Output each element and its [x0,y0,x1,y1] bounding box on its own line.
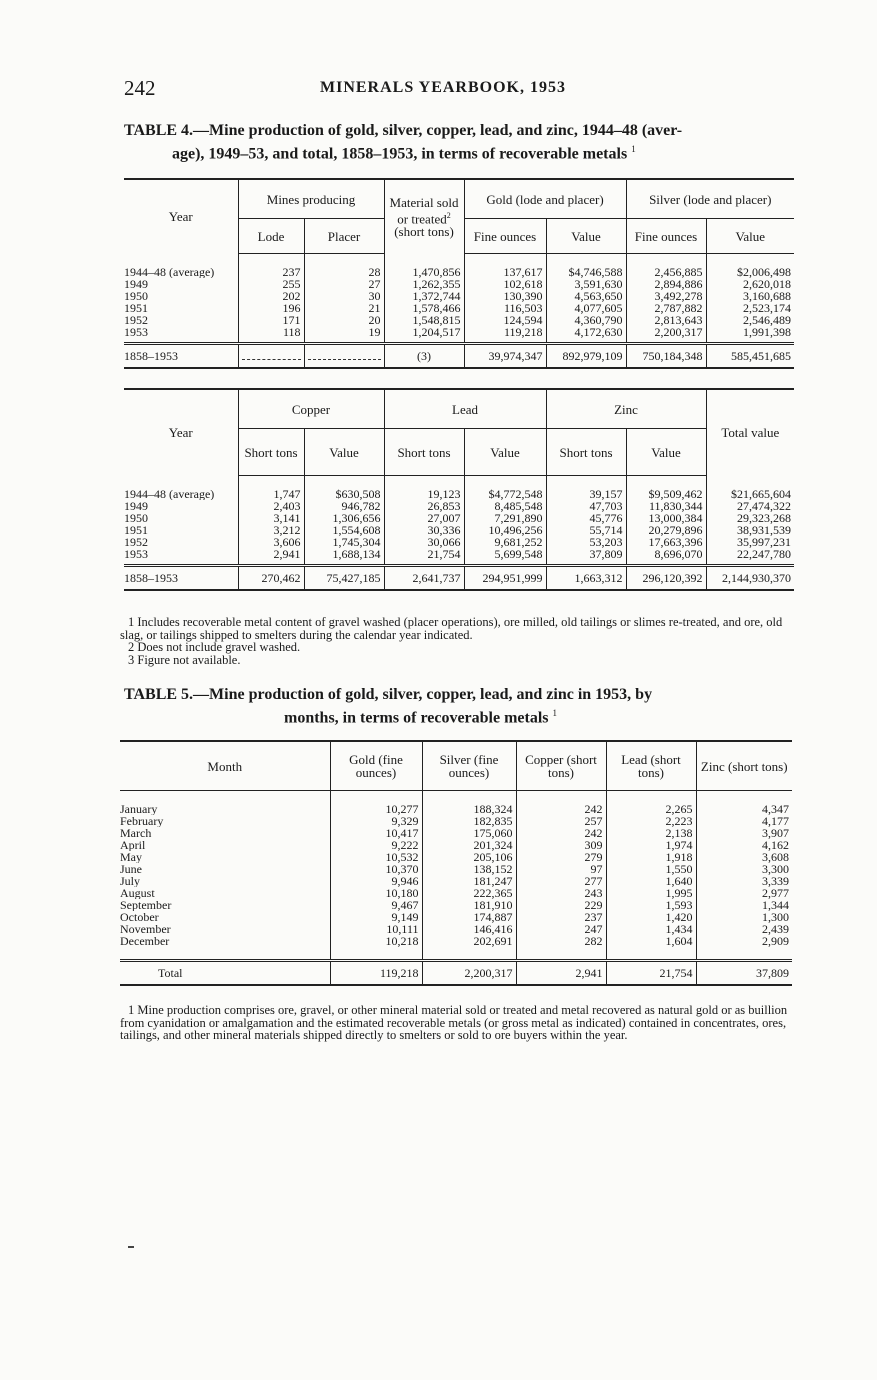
table-cell: 1,548,815 [384,314,464,326]
table-cell: 3,160,688 [706,290,794,302]
total-cell: 1,663,312 [546,566,626,591]
table-cell: 53,203 [546,536,626,548]
table-cell: 20,279,896 [626,524,706,536]
table-cell: 130,390 [464,290,546,302]
table-cell: $21,665,604 [706,488,794,500]
table-cell: 29,323,268 [706,512,794,524]
row-label: June [120,863,142,875]
table-cell: 1,995 [606,887,696,899]
table-cell: 119,218 [464,326,546,344]
total-cell: 2,144,930,370 [706,566,794,591]
table-cell: 1,640 [606,875,696,887]
table-cell: 175,060 [422,827,516,839]
table-cell: 1,688,134 [304,548,384,566]
table-cell: 1,974 [606,839,696,851]
row-label: 1953 [124,326,148,339]
table-cell: 35,997,231 [706,536,794,548]
table-cell: 1,372,744 [384,290,464,302]
table-row [120,839,792,851]
table-cell: 9,946 [330,875,422,887]
table-cell: $4,746,588 [546,266,626,278]
total-cell: 892,979,109 [546,344,626,369]
spacer-row [124,476,794,489]
table-cell: 237 [238,266,304,278]
table-cell: 1,991,398 [706,326,794,344]
table-row [120,899,792,911]
table-cell: 2,787,882 [626,302,706,314]
header-silver-fine-ounces: Fine ounces [626,219,706,254]
row-label: 1949 [124,278,148,290]
table-cell: 255 [238,278,304,290]
table-cell: 2,200,317 [626,326,706,344]
row-label: July [120,875,141,887]
table-cell: 201,324 [422,839,516,851]
table5-footnote [120,1004,794,1042]
table-cell: 202,691 [422,935,516,947]
table-cell: 9,149 [330,911,422,923]
table-row [120,875,792,887]
header-gold-value: Value [546,219,626,254]
table-cell: 1,300 [696,911,792,923]
row-label: October [120,911,159,923]
table-row [120,923,792,935]
table-cell: 3,141 [238,512,304,524]
table-cell: 171 [238,314,304,326]
table-cell: 22,247,780 [706,548,794,566]
total-label: Total [120,961,330,986]
table-cell: 3,492,278 [626,290,706,302]
table-cell: 30,066 [384,536,464,548]
total-cell: 119,218 [330,961,422,986]
table-cell: 1,434 [606,923,696,935]
table-cell: 182,835 [422,815,516,827]
table-cell: 2,813,643 [626,314,706,326]
table-cell: 8,696,070 [626,548,706,566]
table-cell: 2,403 [238,500,304,512]
table-cell: 309 [516,839,606,851]
row-label: May [120,851,142,863]
header-zinc: Zinc [546,389,706,429]
table-cell: 242 [516,827,606,839]
table-cell: 1,578,466 [384,302,464,314]
table-cell: 8,485,548 [464,500,546,512]
table-cell: 1,604 [606,935,696,947]
spacer-row [124,254,794,267]
table-cell: 7,291,890 [464,512,546,524]
table-cell: 3,907 [696,827,792,839]
row-label: August [120,887,155,899]
total-cell: (3) [384,344,464,369]
table-cell: 4,172,630 [546,326,626,344]
table-cell: 1,420 [606,911,696,923]
total-label: 1858–1953 [124,344,238,369]
table-row [124,512,794,524]
footnote-1: 1 Includes recoverable metal content of gravel washed (placer operations), ore milled, old tailings or slimes re-treated, and ore, old slag, or tailings shipped to smelters during the calendar year indicated. [120,615,783,642]
table-cell: 2,894,886 [626,278,706,290]
footnote-3: 3 Figure not available. [128,652,241,667]
table-cell: 28 [304,266,384,278]
table-row [120,887,792,899]
table-row [124,266,794,278]
table-cell: 4,162 [696,839,792,851]
table-cell: 2,523,174 [706,302,794,314]
dash-leader [308,353,381,360]
total-cell: 21,754 [606,961,696,986]
header-silver-value: Value [706,219,794,254]
table-cell: 4,347 [696,803,792,815]
table-cell: 4,563,650 [546,290,626,302]
table-cell: 3,591,630 [546,278,626,290]
table-cell: 3,212 [238,524,304,536]
table-row [124,500,794,512]
table-cell: 229 [516,899,606,911]
table-cell: 21 [304,302,384,314]
table-cell: 30,336 [384,524,464,536]
table-cell: 181,247 [422,875,516,887]
table-cell: 1,745,304 [304,536,384,548]
table4-footnotes [120,616,794,666]
table-cell: 1,204,517 [384,326,464,344]
header-zinc-short-tons: Short tons [546,429,626,476]
total-row [124,344,794,369]
row-label: 1944–48 (average) [124,488,215,500]
row-label: March [120,827,152,839]
table-cell: 2,909 [696,935,792,947]
table-cell: 3,608 [696,851,792,863]
table-cell: 2,223 [606,815,696,827]
table-cell: 1,344 [696,899,792,911]
row-label: 1949 [124,500,148,512]
row-label: November [120,923,171,935]
table-cell: $9,509,462 [626,488,706,500]
total-cell: 750,184,348 [626,344,706,369]
table5-caption-line2: months, in terms of recoverable metals [284,709,549,727]
table-cell: 9,467 [330,899,422,911]
table-cell: 10,180 [330,887,422,899]
table-cell: 10,370 [330,863,422,875]
table-cell: 1,593 [606,899,696,911]
running-head [124,76,794,100]
table-cell: 10,111 [330,923,422,935]
table-cell: 27 [304,278,384,290]
row-label: 1953 [124,548,148,561]
empty-dashed-cell [304,344,384,369]
table-cell: 202 [238,290,304,302]
table-cell: 2,941 [238,548,304,566]
table5-caption [124,686,796,727]
dash-leader [242,353,301,360]
total-row [120,961,792,986]
header-lead-short-tons: Short tons [384,429,464,476]
table-cell: 45,776 [546,512,626,524]
table-row [120,851,792,863]
table-cell: 257 [516,815,606,827]
row-label: April [120,839,146,851]
table-cell: 55,714 [546,524,626,536]
table-cell: 13,000,384 [626,512,706,524]
total-cell: 296,120,392 [626,566,706,591]
table-cell: 2,439 [696,923,792,935]
table5-monthly [120,740,792,986]
header-placer: Placer [304,219,384,254]
table-cell: 3,339 [696,875,792,887]
table4-caption [124,122,796,163]
table-cell: 21,754 [384,548,464,566]
header-lead: Lead [384,389,546,429]
header-material: Material sold or treated$^2$ (short tons) [384,179,464,254]
total-label: 1858–1953 [124,566,238,591]
table-cell: $630,508 [304,488,384,500]
table-cell: 39,157 [546,488,626,500]
row-label: September [120,899,172,911]
table-cell: 188,324 [422,803,516,815]
header-year: Year [124,389,238,476]
header-gold: Gold (lode and placer) [464,179,626,219]
table-row [124,314,794,326]
table5-caption-ref: 1 [552,708,558,718]
total-cell: 2,200,317 [422,961,516,986]
table-cell: 181,910 [422,899,516,911]
total-cell: 585,451,685 [706,344,794,369]
table-row [120,827,792,839]
table-cell: 1,306,656 [304,512,384,524]
table4-caption-line2: age), 1949–53, and total, 1858–1953, in terms of recoverable metals [172,145,628,163]
table5-caption-line1: TABLE 5.—Mine production of gold, silver, copper, lead, and zinc in 1953, by [124,686,653,703]
table-cell: 2,546,489 [706,314,794,326]
table-cell: 1,918 [606,851,696,863]
table-cell: 3,300 [696,863,792,875]
table4-gold-silver [124,178,794,369]
table-cell: 97 [516,863,606,875]
table-cell: 10,218 [330,935,422,947]
table-row [124,524,794,536]
row-label: February [120,815,164,827]
header-silver: Silver (lode and placer) [626,179,794,219]
header-copper-short-tons: Copper (short tons) [516,741,606,791]
table-cell: 9,222 [330,839,422,851]
row-label: December [120,935,170,947]
table-cell: 4,177 [696,815,792,827]
row-label: 1944–48 (average) [124,266,215,278]
table-cell: 2,265 [606,803,696,815]
table-cell: 47,703 [546,500,626,512]
table-cell: 1,554,608 [304,524,384,536]
table-row [124,326,794,344]
header-gold-fine-ounces: Gold (fine ounces) [330,741,422,791]
table-cell: 1,262,355 [384,278,464,290]
table-cell: 2,977 [696,887,792,899]
table-row [124,548,794,566]
table-cell: 30 [304,290,384,302]
page-number: 242 [124,76,156,100]
table-cell: 138,152 [422,863,516,875]
table-cell: 2,620,018 [706,278,794,290]
row-label: 1951 [124,524,148,536]
table-cell: 1,470,856 [384,266,464,278]
table-cell: 247 [516,923,606,935]
total-row [124,566,794,591]
table-cell: 196 [238,302,304,314]
total-cell: 39,974,347 [464,344,546,369]
table-cell: $4,772,548 [464,488,546,500]
header-zinc-short-tons: Zinc (short tons) [696,741,792,791]
header-copper: Copper [238,389,384,429]
table-cell: 2,456,885 [626,266,706,278]
table-cell: 279 [516,851,606,863]
table-row [120,815,792,827]
table-row [124,488,794,500]
header-lode: Lode [238,219,304,254]
header-mines-producing: Mines producing [238,179,384,219]
table-cell: 174,887 [422,911,516,923]
footnote-2: 2 Does not include gravel washed. [128,640,301,654]
table-cell: 11,830,344 [626,500,706,512]
table-cell: 282 [516,935,606,947]
table-cell: 37,809 [546,548,626,566]
table-cell: 19 [304,326,384,344]
header-lead-value: Value [464,429,546,476]
table-cell: 277 [516,875,606,887]
row-label: 1950 [124,290,148,302]
stray-mark [128,1246,134,1248]
table-cell: 27,007 [384,512,464,524]
header-month: Month [120,741,330,791]
table-cell: 3,606 [238,536,304,548]
row-label: 1952 [124,536,148,548]
header-copper-value: Value [304,429,384,476]
table-cell: 10,417 [330,827,422,839]
table-cell: 19,123 [384,488,464,500]
table-cell: 116,503 [464,302,546,314]
table-cell: 20 [304,314,384,326]
table-row [120,863,792,875]
table-row [120,935,792,947]
table-cell: 26,853 [384,500,464,512]
header-lead-short-tons: Lead (short tons) [606,741,696,791]
table-cell: 243 [516,887,606,899]
table4-copper-lead-zinc [124,388,794,591]
table-cell: 124,594 [464,314,546,326]
table-row [124,290,794,302]
table-cell: 237 [516,911,606,923]
row-label: 1951 [124,302,148,314]
table-cell: 4,360,790 [546,314,626,326]
table-cell: $2,006,498 [706,266,794,278]
table-cell: 102,618 [464,278,546,290]
total-cell: 37,809 [696,961,792,986]
spacer-row [120,791,792,804]
table-cell: 137,617 [464,266,546,278]
row-label: January [120,803,158,815]
table-cell: 4,077,605 [546,302,626,314]
table-cell: 242 [516,803,606,815]
header-silver-fine-ounces: Silver (fine ounces) [422,741,516,791]
table-cell: 27,474,322 [706,500,794,512]
header-gold-fine-ounces: Fine ounces [464,219,546,254]
table-row [124,536,794,548]
empty-dashed-cell [238,344,304,369]
footnote-table5: 1 Mine production comprises ore, gravel, or other mineral material sold or treated and metal recovered as natural gold or as buillion from cyanidation or amalgamation and the estimated recoverable metals (or gross metal as indicated) contained in concentrates, ores, tailings, and other mineral materials shipped directly to smelters or sold to ore buyers within the year. [120,1003,788,1042]
table-cell: 9,329 [330,815,422,827]
table-cell: 38,931,539 [706,524,794,536]
table4-caption-ref: 1 [631,144,636,154]
total-cell: 2,941 [516,961,606,986]
table-cell: 9,681,252 [464,536,546,548]
table-cell: 1,550 [606,863,696,875]
total-cell: 2,641,737 [384,566,464,591]
table4-caption-line1: TABLE 4.—Mine production of gold, silver, copper, lead, and zinc, 1944–48 (aver- [124,122,683,139]
header-year: Year [124,179,238,254]
table-cell: 10,532 [330,851,422,863]
table-cell: 222,365 [422,887,516,899]
table-cell: 118 [238,326,304,344]
table-cell: 205,106 [422,851,516,863]
table-cell: 10,277 [330,803,422,815]
table-cell: 146,416 [422,923,516,935]
table-row [120,803,792,815]
row-label: 1952 [124,314,148,326]
total-cell: 75,427,185 [304,566,384,591]
spacer-row [120,947,792,961]
row-label: 1950 [124,512,148,524]
table-row [124,302,794,314]
table-cell: 1,747 [238,488,304,500]
header-copper-short-tons: Short tons [238,429,304,476]
header-zinc-value: Value [626,429,706,476]
header-total-value: Total value [706,389,794,476]
table-cell: 10,496,256 [464,524,546,536]
table-cell: 946,782 [304,500,384,512]
running-title: MINERALS YEARBOOK, 1953 [320,79,566,96]
table-cell: 5,699,548 [464,548,546,566]
total-cell: 270,462 [238,566,304,591]
total-cell: 294,951,999 [464,566,546,591]
table-cell: 2,138 [606,827,696,839]
table-cell: 17,663,396 [626,536,706,548]
table-row [120,911,792,923]
table-row [124,278,794,290]
